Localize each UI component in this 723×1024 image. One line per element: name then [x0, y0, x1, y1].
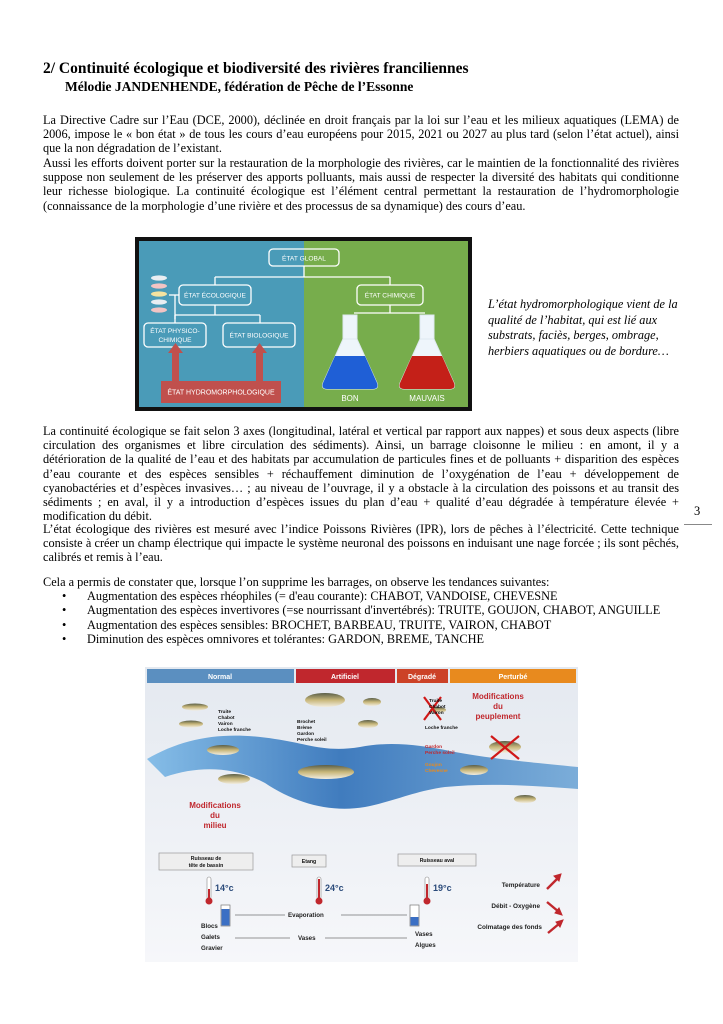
label-physico-2: CHIMIQUE: [158, 337, 192, 344]
species-degrade-orange-0: Goujon: [425, 763, 442, 768]
label-etat-hydro: ÉTAT HYDROMORPHOLOGIQUE: [167, 389, 275, 397]
modif-milieu-0: Modifications: [189, 801, 241, 810]
label-physico-1: ÉTAT PHYSICO-: [150, 328, 200, 335]
station-tete-bassin-line-1: Ruisseau de: [190, 856, 222, 862]
page-number-rule: [684, 524, 712, 525]
bullet-marker: •: [62, 603, 67, 618]
label-etat-ecologique: ÉTAT ÉCOLOGIQUE: [184, 292, 246, 300]
species-artificiel-2: Gardon: [297, 732, 315, 737]
trend-list: [62, 589, 662, 647]
header-degrade: Dégradé: [407, 674, 437, 681]
list-item: [62, 618, 662, 632]
species-normal-3: Loche franche: [218, 728, 251, 733]
bullet-marker: •: [62, 632, 67, 647]
substrate-galets: Galets: [201, 934, 220, 941]
station-etang-label: Etang: [301, 859, 317, 865]
species-normal-0: Truite: [218, 710, 232, 715]
list-item-text: Augmentation des espèces rhéophiles (= d'eau courante): CHABOT, VANDOISE, CHEVESNE: [87, 589, 558, 603]
paragraph-tendances: Cela a permis de constater que, lorsque l’on supprime les barrages, on observe les tendances suivantes:: [43, 575, 550, 589]
species-normal-2: Vairon: [218, 722, 233, 727]
substrate-blocs: Blocs: [201, 923, 218, 930]
list-item: [62, 589, 662, 603]
species-normal-1: Chabot: [218, 716, 235, 721]
substrate-gravier: Gravier: [201, 945, 223, 952]
paragraph-dce: La Directive Cadre sur l’Eau (DCE, 2000), déclinée en droit français par la loi sur l’eau et les milieux aquatiques (LEMA) de 2006, impose le « bon état » de tous les cours d’eau européens pour 2015, 2021 ou 2027 au plus tard (selon l’état actuel), ainsi que la non dégradation de l’existant.: [43, 113, 679, 156]
list-item-text: Diminution des espèces omnivores et tolérantes: GARDON, BREME, TANCHE: [87, 632, 485, 647]
river-continuum-figure: [145, 667, 578, 962]
species-degrade-red-1: Perche soleil: [425, 751, 455, 756]
species-degrade-red-0: Gardon: [425, 745, 443, 750]
temperature-19: 19°c: [433, 883, 452, 893]
species-artificiel-0: Brochet: [297, 720, 316, 725]
label-etat-global: ÉTAT GLOBAL: [282, 255, 326, 263]
figure1-caption: L’état hydromorphologique vient de la qualité de l’habitat, qui est lié aux substrats, faciès, berges, ombrage, herbiers aquatiques ou de bordure…: [488, 297, 678, 359]
trend-debit-oxygene: Débit - Oxygène: [491, 903, 540, 910]
temperature-14: 14°c: [215, 883, 234, 893]
paragraph-continuite: La continuité écologique se fait selon 3 axes (longitudinal, latéral et vertical par rapport aux nappes) et sous deux aspects (libre circulation des organismes et libre circulation des sédiments). Ainsi, un barrage cloisonne le milieu : en amont, il y a détérioration de la qualité de l’eau et des habitats par accumulation de particules fines et de polluants + disparition des espèces d’eau courante et des espèces sensibles + réchauffement diminution de l’oxygénation de l’eau + développement de cyanobactéries et d’espèces invasives… ; au niveau de l’ouvrage, il y a obstacle à la circulation des poissons et au transit des sédiments ; en aval, il y a introduction d’espèces issues du plan d’eau + qualité d’eau dégradée à température élevée + modification du débit.: [43, 424, 679, 524]
header-normal: Normal: [207, 674, 233, 681]
species-degrade-crossed-0: Truite: [429, 699, 443, 704]
substrate-vases-mid: Vases: [298, 935, 316, 942]
list-item-text: Augmentation des espèces sensibles: BROCHET, BARBEAU, TRUITE, VAIRON, CHABOT: [87, 617, 552, 632]
temperature-24: 24°c: [325, 883, 344, 893]
substrate-algues: Algues: [415, 942, 436, 949]
modif-peuplement-1: du: [493, 702, 503, 711]
species-degrade-crossed-2: Vairon: [429, 711, 444, 716]
label-etat-biologique: ÉTAT BIOLOGIQUE: [229, 332, 289, 340]
section-title: 2/ Continuité écologique et biodiversité des rivières franciliennes: [43, 60, 469, 77]
header-perturbe: Perturbé: [498, 674, 528, 681]
species-degrade-orange-1: Chevesne: [425, 769, 448, 774]
evaporation-label: Evaporation: [288, 912, 324, 919]
label-bon: BON: [341, 394, 359, 403]
etat-global-diagram: [135, 237, 472, 411]
header-artificiel: Artificiel: [330, 674, 360, 681]
list-item: [62, 632, 662, 646]
modif-peuplement-2: peuplement: [475, 712, 521, 721]
paragraph-ipr: L’état écologique des rivières est mesuré avec l’indice Poissons Rivières (IPR), lors de pêches à l’électricité. Cette technique consiste à créer un champ électrique qui impacte le système neuronal des poissons en induisant une nage forcée ; ils sont pêchés, calibrés et remis à l’eau.: [43, 522, 679, 565]
bullet-marker: •: [62, 589, 67, 603]
modif-milieu-1: du: [210, 811, 220, 820]
station-aval-label: Ruisseau aval: [419, 858, 455, 864]
station-tete-bassin-line-2: tête de bassin: [188, 863, 224, 869]
species-artificiel-3: Perche soleil: [297, 738, 327, 743]
author-line: Mélodie JANDENHENDE, fédération de Pêche de l’Essonne: [65, 79, 414, 94]
species-degrade-0: Loche franche: [425, 726, 458, 731]
bullet-marker: •: [62, 617, 67, 632]
substrate-vases-right: Vases: [415, 931, 433, 938]
label-etat-chimique: ÉTAT CHIMIQUE: [364, 292, 416, 300]
paragraph-restauration: Aussi les efforts doivent porter sur la restauration de la morphologie des rivières, car le maintien de la fonctionnalité des rivières suppose non seulement de les préserver des apports polluants, mais aussi de respecter la diversité des habitats qui conditionne leur richesse biologique. La continuité écologique est l’élément central permettant la restauration de l’hydromorphologie (connaissance de la morphologie d’une rivière et des processus de sa dynamique) des cours d’eau.: [43, 156, 679, 213]
label-mauvais: MAUVAIS: [409, 394, 445, 403]
modif-milieu-2: milieu: [203, 821, 227, 830]
trend-colmatage: Colmatage des fonds: [477, 924, 542, 931]
list-item-text: Augmentation des espèces invertivores (=se nourrissant d'invertébrés): TRUITE, GOUJON, CHABOT, ANGUILLE: [87, 603, 661, 618]
species-artificiel-1: Brème: [297, 726, 312, 731]
list-item: [62, 603, 662, 617]
species-degrade-crossed-1: Chabot: [429, 705, 446, 710]
page-number: 3: [694, 504, 701, 518]
modif-peuplement-0: Modifications: [472, 692, 524, 701]
trend-temperature: Température: [501, 882, 540, 889]
